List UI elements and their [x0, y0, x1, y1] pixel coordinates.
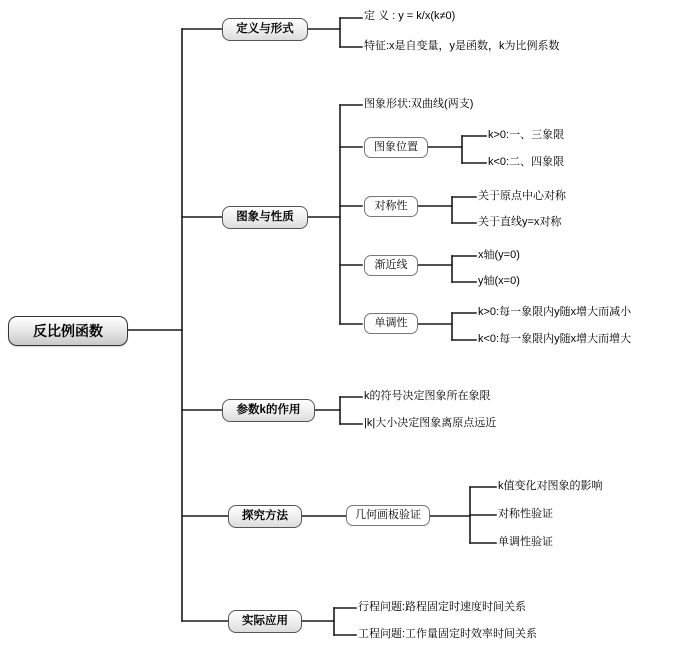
- leaf-monotonicity-verify: 单调性验证: [498, 536, 553, 548]
- branch-definition[interactable]: 定义与形式: [222, 18, 308, 41]
- leaf-symmetry-verify: 对称性验证: [498, 508, 553, 520]
- leaf-symmetry-line: 关于直线y=x对称: [478, 216, 562, 228]
- branch-inquiry-method[interactable]: 探究方法: [228, 505, 302, 528]
- leaf-travel-problem: 行程问题:路程固定时速度时间关系: [358, 601, 527, 613]
- subnode-graph-position[interactable]: 图象位置: [364, 137, 428, 158]
- root-node[interactable]: 反比例函数: [8, 316, 128, 346]
- branch-parameter-k[interactable]: 参数k的作用: [222, 399, 315, 422]
- leaf-position-k-positive: k>0:一、三象限: [488, 129, 565, 141]
- leaf-engineering-problem: 工程问题:工作量固定时效率时间关系: [358, 628, 538, 640]
- leaf-asymptote-y: y轴(x=0): [478, 275, 520, 287]
- leaf-k-magnitude: |k|大小决定图象离原点远近: [364, 417, 497, 429]
- subnode-geometry-board[interactable]: 几何画板验证: [346, 505, 430, 526]
- leaf-asymptote-x: x轴(y=0): [478, 249, 520, 261]
- branch-applications[interactable]: 实际应用: [228, 610, 302, 633]
- branch-graph-properties[interactable]: 图象与性质: [222, 206, 308, 229]
- leaf-definition-formula: 定 义 : y = k/x(k≠0): [364, 10, 456, 22]
- leaf-symmetry-origin: 关于原点中心对称: [478, 190, 566, 202]
- subnode-asymptote[interactable]: 渐近线: [364, 255, 418, 276]
- subnode-monotonicity[interactable]: 单调性: [364, 313, 418, 334]
- subnode-graph-shape: 图象形状:双曲线(两支): [364, 98, 474, 110]
- subnode-symmetry[interactable]: 对称性: [364, 196, 418, 217]
- leaf-mono-k-positive: k>0:每一象限内y随x增大而减小: [478, 306, 632, 318]
- leaf-definition-feature: 特征:x是自变量，y是函数，k为比例系数: [364, 40, 560, 52]
- leaf-mono-k-negative: k<0:每一象限内y随x增大而增大: [478, 333, 632, 345]
- leaf-position-k-negative: k<0:二、四象限: [488, 156, 565, 168]
- leaf-k-sign: k的符号决定图象所在象限: [364, 390, 491, 402]
- leaf-k-change-effect: k值变化对图象的影响: [498, 480, 603, 492]
